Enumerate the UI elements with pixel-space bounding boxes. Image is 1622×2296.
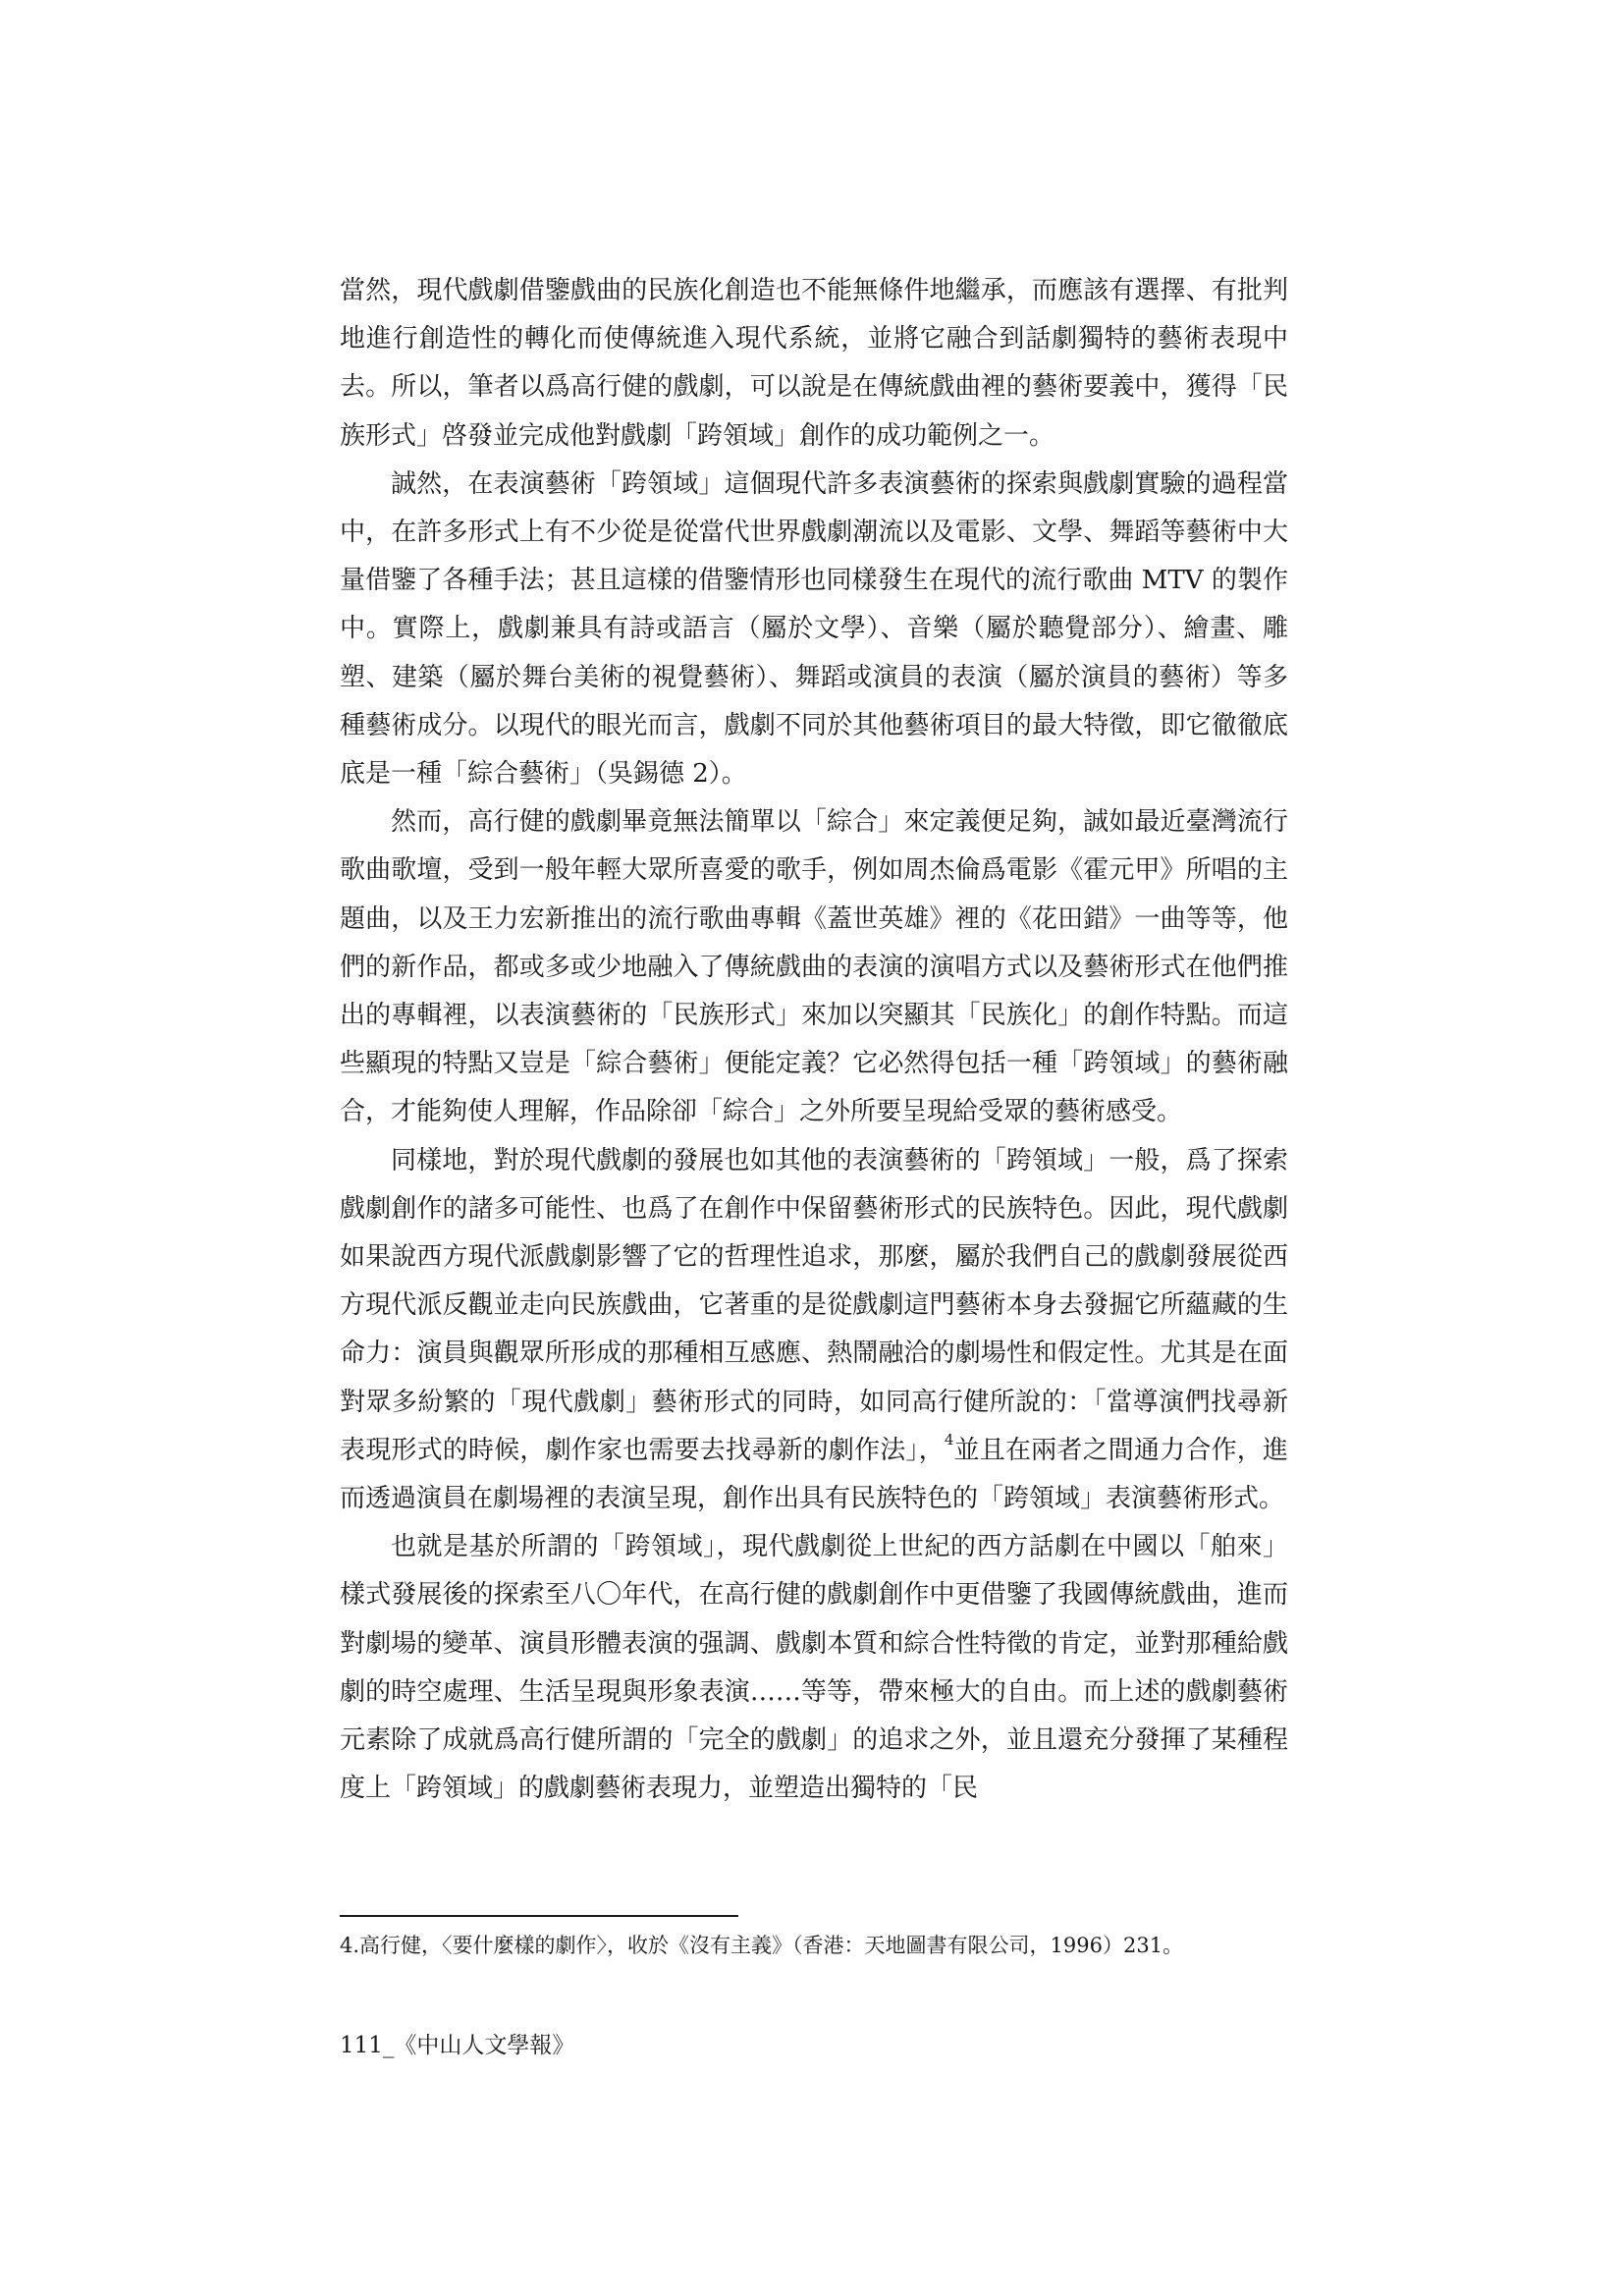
paragraph-3: 然而，高行健的戲劇畢竟無法簡單以「綜合」來定義便足夠，誠如最近臺灣流行歌曲歌壇，受到一般年輕大眾所喜愛的歌手，例如周杰倫爲電影《霍元甲》所唱的主題曲，以及王力宏新推出的流行歌曲專輯《蓋世英雄》裡的《花田錯》一曲等等，他們的新作品，都或多或少地融入了傳統戲曲的表演的演唱方式以及藝術形式在他們推出的專輯裡，以表演藝術的「民族形式」來加以突顯其「民族化」的創作特點。而這些顯現的特點又豈是「綜合藝術」便能定義？它必然得包括一種「跨領域」的藝術融合，才能夠使人理解，作品除卻「綜合」之外所要呈現給受眾的藝術感受。 xyxy=(340,807,1288,1127)
footnote: 4.高行健，〈要什麼樣的劇作〉，收於《沒有主義》（香港：天地圖書有限公司，1996）231。 xyxy=(340,1934,1184,1957)
footnote-marker: 4 xyxy=(944,1431,954,1449)
footnote-rule xyxy=(340,1915,738,1917)
paragraph-4-continuation: 並且在兩者之間通力合作，進而透過演員在劇場裡的表演呈現，創作出具有民族特色的「跨領域」表演藝術形式。 xyxy=(340,1435,1288,1514)
paragraph-4 xyxy=(340,1137,1288,1524)
body-text xyxy=(340,267,1288,1814)
paragraph-4-text: 同樣地，對於現代戲劇的發展也如其他的表演藝術的「跨領域」一般，爲了探索戲劇創作的諸多可能性、也爲了在創作中保留藝術形式的民族特色。因此，現代戲劇如果說西方現代派戲劇影響了它的哲理性追求，那麼，屬於我們自己的戲劇發展從西方現代派反觀並走向民族戲曲，它著重的是從戲劇這門藝術本身去發掘它所蘊藏的生命力：演員與觀眾所形成的那種相互感應、熱鬧融洽的劇場性和假定性。尤其是在面對眾多紛繁的「現代戲劇」藝術形式的同時，如同高行健所說的：「當導演們找尋新表現形式的時候，劇作家也需要去找尋新的劇作法」， xyxy=(340,1145,1288,1465)
page-footer: 111_《中山人文學報》 xyxy=(340,2033,575,2058)
paragraph-5: 也就是基於所謂的「跨領域」，現代戲劇從上世紀的西方話劇在中國以「舶來」樣式發展後的探索至八〇年代，在高行健的戲劇創作中更借鑒了我國傳統戲曲，進而對劇場的變革、演員形體表演的强調、戲劇本質和綜合性特徵的肯定，並對那種給戲劇的時空處理、生活呈現與形象表演……等等，帶來極大的自由。而上述的戲劇藝術元素除了成就爲高行健所謂的「完全的戲劇」的追求之外，並且還充分發揮了某種程度上「跨領域」的戲劇藝術表現力，並塑造出獨特的「民 xyxy=(340,1532,1288,1804)
paragraph-1: 當然，現代戲劇借鑒戲曲的民族化創造也不能無條件地繼承，而應該有選擇、有批判地進行創造性的轉化而使傳統進入現代系統，並將它融合到話劇獨特的藝術表現中去。所以，筆者以爲高行健的戲劇，可以說是在傳統戲曲裡的藝術要義中，獲得「民族形式」啓發並完成他對戲劇「跨領域」創作的成功範例之一。 xyxy=(340,276,1288,451)
paragraph-2: 誠然，在表演藝術「跨領域」這個現代許多表演藝術的探索與戲劇實驗的過程當中，在許多形式上有不少從是從當代世界戲劇潮流以及電影、文學、舞蹈等藝術中大量借鑒了各種手法；甚且這樣的借鑒情形也同樣發生在現代的流行歌曲 MTV 的製作中。實際上，戲劇兼具有詩或語言（屬於文學）、音樂（屬於聽覺部分）、繪畫、雕塑、建築（屬於舞台美術的視覺藝術）、舞蹈或演員的表演（屬於演員的藝術）等多種藝術成分。以現代的眼光而言，戲劇不同於其他藝術項目的最大特徵，即它徹徹底底是一種「綜合藝術」（吳錫德 2）。 xyxy=(340,468,1288,790)
